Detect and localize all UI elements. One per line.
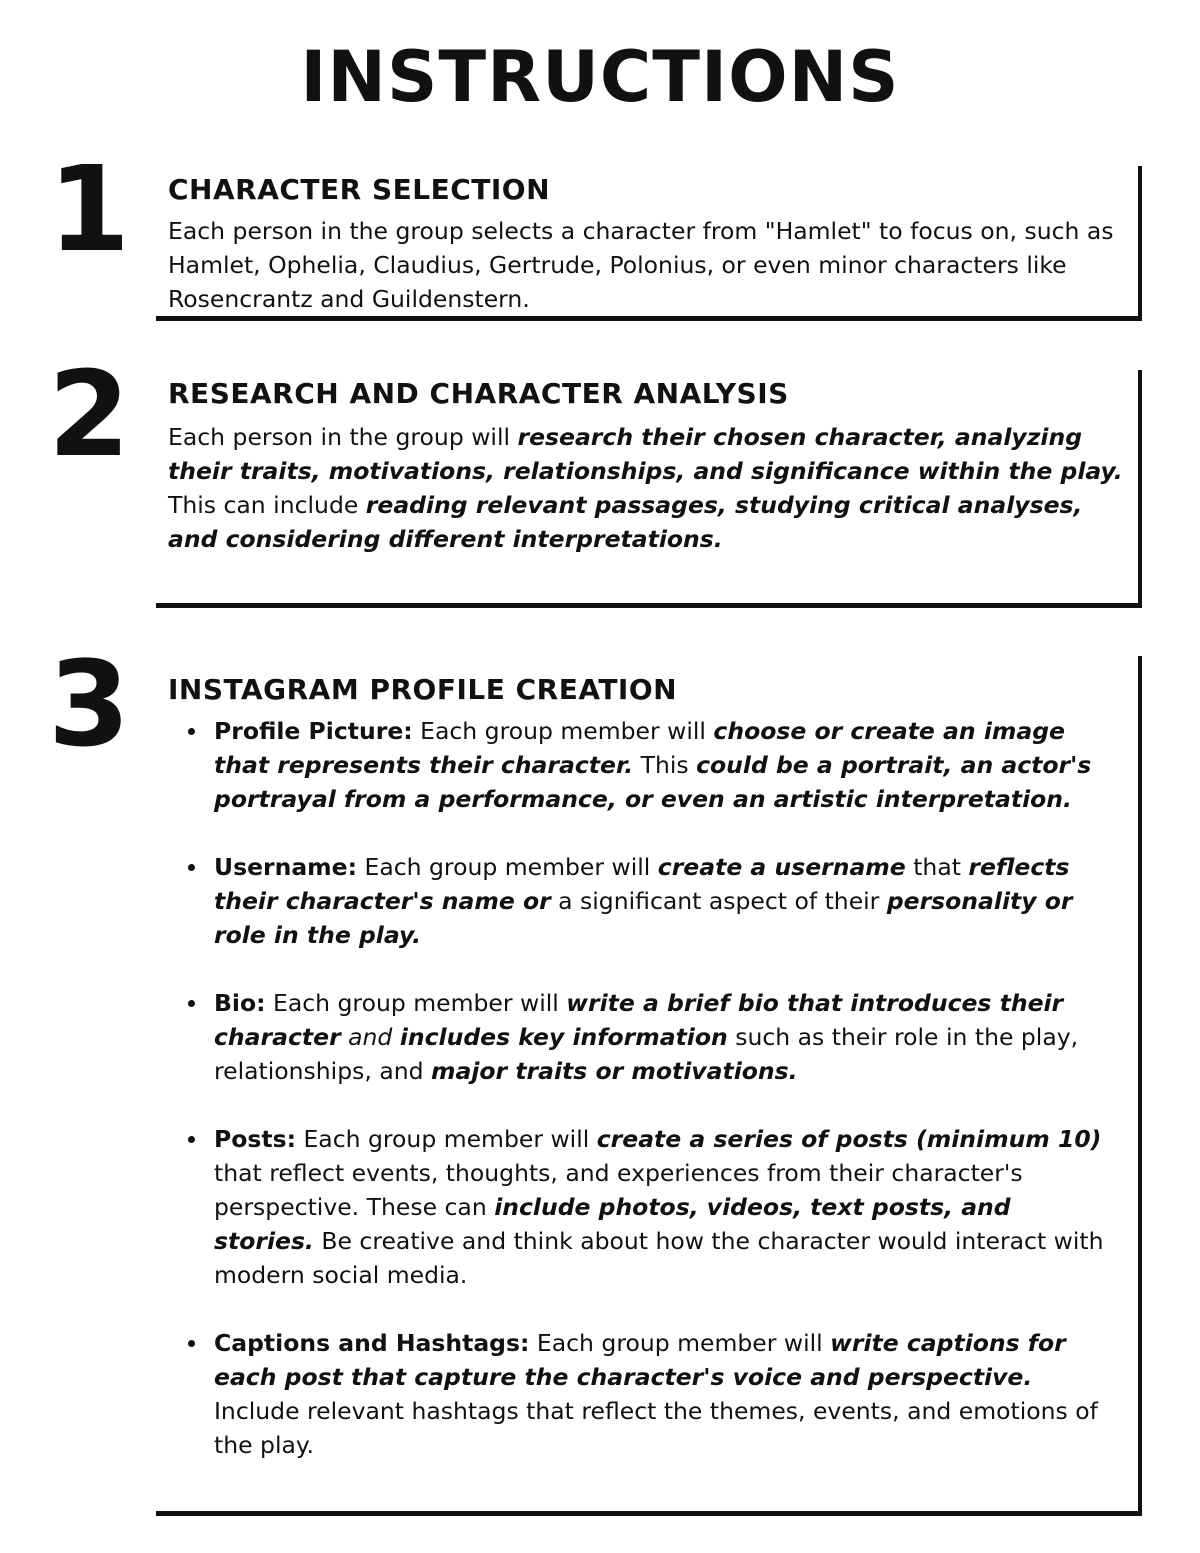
bullet-dot xyxy=(188,728,195,735)
bullet-item-bio xyxy=(168,986,1116,1088)
emphasis-text: Bio: xyxy=(214,989,266,1017)
emphasis-text: choose or create an image that represents their character. xyxy=(214,717,1065,779)
section-body xyxy=(168,420,1126,556)
bullet-dot xyxy=(188,1000,195,1007)
emphasis-text: Posts: xyxy=(214,1125,296,1153)
section-heading: RESEARCH AND CHARACTER ANALYSIS xyxy=(168,377,789,410)
bullet-text xyxy=(214,1329,1098,1459)
body-text: Include relevant hashtags that reflect the themes, events, and emotions of the play. xyxy=(214,1397,1098,1459)
section-heading: CHARACTER SELECTION xyxy=(168,173,551,206)
body-text: Each group member will xyxy=(357,853,658,881)
body-text: Each group member will xyxy=(412,717,714,745)
emphasis-text: Username: xyxy=(214,853,358,881)
emphasis-text: reflects their character's name or xyxy=(214,853,1070,915)
step-number-1: 1 xyxy=(48,140,131,278)
body-text: Each person in the group selects a character from "Hamlet" to focus on, such as Hamlet, Ophelia, Claudius, Gertrude, Polonius, or even minor characters like Rosencrantz and Guildenstern. xyxy=(168,217,1114,313)
page-title: INSTRUCTIONS xyxy=(300,36,900,118)
emphasis-text: create a username xyxy=(657,853,906,881)
section-research-analysis xyxy=(156,370,1142,608)
emphasis-text: create a series of posts (minimum 10) xyxy=(596,1125,1102,1153)
bullet-dot xyxy=(188,1340,195,1347)
emphasis-text: Captions and Hashtags: xyxy=(214,1329,530,1357)
bullet-text xyxy=(214,717,1091,813)
emphasis-text: research their chosen character, analyzing their traits, motivations, relationships, and significance within the play. xyxy=(168,423,1123,485)
body-text: that xyxy=(905,853,969,881)
bullet-item-username xyxy=(168,850,1116,952)
body-text: Each group member will xyxy=(295,1125,597,1153)
emphasis-text: could be a portrait, an actor's portrayal from a performance, or even an artistic interpretation. xyxy=(214,751,1092,813)
emphasis-text: and xyxy=(340,1023,400,1051)
emphasis-text: includes key information xyxy=(399,1023,728,1051)
emphasis-text: Profile Picture: xyxy=(214,717,413,745)
body-text: that reflect events, thoughts, and experiences from their character's perspective. These can xyxy=(214,1159,1023,1221)
bullet-dot xyxy=(188,1136,195,1143)
bullet-dot xyxy=(188,864,195,871)
body-text: Each group member will xyxy=(529,1329,831,1357)
bullet-text xyxy=(214,1125,1104,1289)
bullet-item-profile-picture xyxy=(168,714,1116,816)
step-number-2: 2 xyxy=(48,345,131,483)
emphasis-text: reading relevant passages, studying critical analyses, and considering different interpretations. xyxy=(168,491,1083,553)
emphasis-text: major traits or motivations. xyxy=(431,1057,798,1085)
body-text: This can include xyxy=(168,491,366,519)
section-instagram-profile xyxy=(156,656,1142,1516)
body-text: This xyxy=(633,751,697,779)
emphasis-text: write captions for each post that capture the character's voice and perspective. xyxy=(214,1329,1066,1391)
section-heading: INSTAGRAM PROFILE CREATION xyxy=(168,673,678,706)
bullet-item-posts xyxy=(168,1122,1116,1292)
bullet-text xyxy=(214,989,1078,1085)
emphasis-text: personality or role in the play. xyxy=(214,887,1073,949)
section-character-selection xyxy=(156,166,1142,321)
body-text: Be creative and think about how the character would interact with modern social media. xyxy=(214,1227,1104,1289)
body-text: Each person in the group will xyxy=(168,423,518,451)
section-body xyxy=(168,214,1126,316)
emphasis-text: write a brief bio that introduces their character xyxy=(214,989,1064,1051)
emphasis-text: include photos, videos, text posts, and stories. xyxy=(214,1193,1011,1255)
body-text: such as their role in the play, relationships, and xyxy=(214,1023,1079,1085)
bullet-list xyxy=(168,714,1116,1462)
bullet-item-captions-and-hashtags xyxy=(168,1326,1116,1462)
body-text: a significant aspect of their xyxy=(550,887,887,915)
body-text: Each group member will xyxy=(265,989,567,1017)
step-number-3: 3 xyxy=(48,635,131,773)
bullet-text xyxy=(214,853,1072,949)
